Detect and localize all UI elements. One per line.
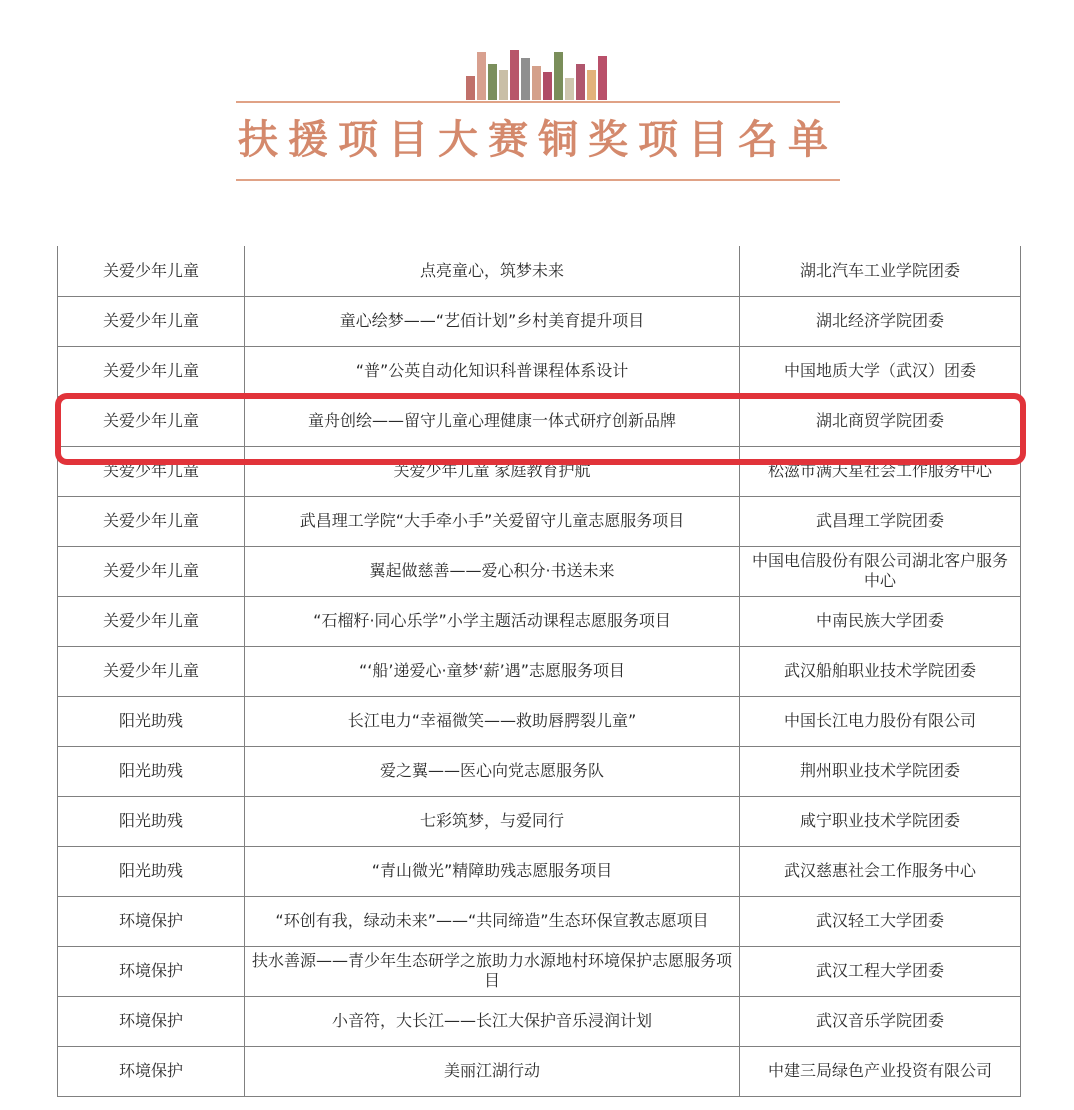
logo-bar: [466, 76, 475, 100]
project-cell: “普”公英自动化知识科普课程体系设计: [245, 346, 740, 396]
project-cell: 爱之翼——医心向党志愿服务队: [245, 746, 740, 796]
award-table-body: [58, 246, 1021, 1096]
logo-bar: [521, 58, 530, 100]
organization-cell: 武汉轻工大学团委: [740, 896, 1021, 946]
table-row: [58, 246, 1021, 296]
category-cell: 关爱少年儿童: [58, 496, 245, 546]
project-cell: 童舟创绘——留守儿童心理健康一体式研疗创新品牌: [245, 396, 740, 446]
category-cell: 关爱少年儿童: [58, 446, 245, 496]
table-row: [58, 746, 1021, 796]
logo-bar: [510, 50, 519, 100]
table-row: [58, 696, 1021, 746]
table-row: [58, 846, 1021, 896]
logo-bar: [499, 70, 508, 100]
organization-cell: 荆州职业技术学院团委: [740, 746, 1021, 796]
organization-cell: 中国长江电力股份有限公司: [740, 696, 1021, 746]
organization-cell: 松滋市满天星社会工作服务中心: [740, 446, 1021, 496]
table-row: [58, 346, 1021, 396]
organization-cell: 中建三局绿色产业投资有限公司: [740, 1046, 1021, 1096]
bar-chart-logo-icon: [466, 44, 616, 100]
page-header: [0, 0, 1074, 240]
logo-bar: [587, 70, 596, 100]
table-row: [58, 496, 1021, 546]
table-row: [58, 396, 1021, 446]
table-row: [58, 996, 1021, 1046]
category-cell: 阳光助残: [58, 846, 245, 896]
project-cell: 武昌理工学院“大手牵小手”关爱留守儿童志愿服务项目: [245, 496, 740, 546]
title-rule-bottom: [236, 179, 840, 181]
category-cell: 环境保护: [58, 896, 245, 946]
project-cell: 童心绘梦——“艺佰计划”乡村美育提升项目: [245, 296, 740, 346]
title-rule-top: [236, 101, 840, 103]
project-cell: “环创有我，绿动未来”——“共同缔造”生态环保宣教志愿项目: [245, 896, 740, 946]
organization-cell: 武汉音乐学院团委: [740, 996, 1021, 1046]
organization-cell: 武汉工程大学团委: [740, 946, 1021, 996]
table-row: [58, 546, 1021, 596]
category-cell: 阳光助残: [58, 796, 245, 846]
category-cell: 阳光助残: [58, 746, 245, 796]
logo-bar: [488, 64, 497, 100]
project-cell: 七彩筑梦，与爱同行: [245, 796, 740, 846]
table-row: [58, 296, 1021, 346]
organization-cell: 武汉船舶职业技术学院团委: [740, 646, 1021, 696]
project-cell: “青山微光”精障助残志愿服务项目: [245, 846, 740, 896]
table-row: [58, 596, 1021, 646]
category-cell: 阳光助残: [58, 696, 245, 746]
project-cell: 关爱少年儿童 家庭教育护航: [245, 446, 740, 496]
table-row: [58, 1046, 1021, 1096]
table-row: [58, 946, 1021, 996]
category-cell: 关爱少年儿童: [58, 646, 245, 696]
project-cell: 点亮童心，筑梦未来: [245, 246, 740, 296]
category-cell: 环境保护: [58, 1046, 245, 1096]
table-row: [58, 896, 1021, 946]
logo-bar: [576, 64, 585, 100]
category-cell: 环境保护: [58, 946, 245, 996]
logo-bar: [477, 52, 486, 100]
organization-cell: 武汉慈惠社会工作服务中心: [740, 846, 1021, 896]
category-cell: 环境保护: [58, 996, 245, 1046]
project-cell: 长江电力“幸福微笑——救助唇腭裂儿童”: [245, 696, 740, 746]
category-cell: 关爱少年儿童: [58, 396, 245, 446]
organization-cell: 中国电信股份有限公司湖北客户服务中心: [740, 546, 1021, 596]
logo-bar: [532, 66, 541, 100]
logo-bar: [598, 56, 607, 100]
page-title: 扶援项目大赛铜奖项目名单: [238, 116, 838, 163]
category-cell: 关爱少年儿童: [58, 346, 245, 396]
category-cell: 关爱少年儿童: [58, 296, 245, 346]
organization-cell: 咸宁职业技术学院团委: [740, 796, 1021, 846]
table-row: [58, 646, 1021, 696]
organization-cell: 中南民族大学团委: [740, 596, 1021, 646]
organization-cell: 湖北经济学院团委: [740, 296, 1021, 346]
organization-cell: 湖北商贸学院团委: [740, 396, 1021, 446]
project-cell: 扶水善源——青少年生态研学之旅助力水源地村环境保护志愿服务项目: [245, 946, 740, 996]
project-cell: “石榴籽·同心乐学”小学主题活动课程志愿服务项目: [245, 596, 740, 646]
category-cell: 关爱少年儿童: [58, 546, 245, 596]
table-row: [58, 446, 1021, 496]
organization-cell: 武昌理工学院团委: [740, 496, 1021, 546]
table-row: [58, 796, 1021, 846]
project-cell: “‘船’递爱心·童梦‘薪’遇”志愿服务项目: [245, 646, 740, 696]
logo-bar: [543, 72, 552, 100]
logo-bar: [554, 52, 563, 100]
category-cell: 关爱少年儿童: [58, 246, 245, 296]
project-cell: 美丽江湖行动: [245, 1046, 740, 1096]
category-cell: 关爱少年儿童: [58, 596, 245, 646]
project-cell: 翼起做慈善——爱心积分·书送未来: [245, 546, 740, 596]
project-cell: 小音符，大长江——长江大保护音乐浸润计划: [245, 996, 740, 1046]
award-table: [57, 246, 1021, 1097]
organization-cell: 湖北汽车工业学院团委: [740, 246, 1021, 296]
logo-bar: [565, 78, 574, 100]
organization-cell: 中国地质大学（武汉）团委: [740, 346, 1021, 396]
